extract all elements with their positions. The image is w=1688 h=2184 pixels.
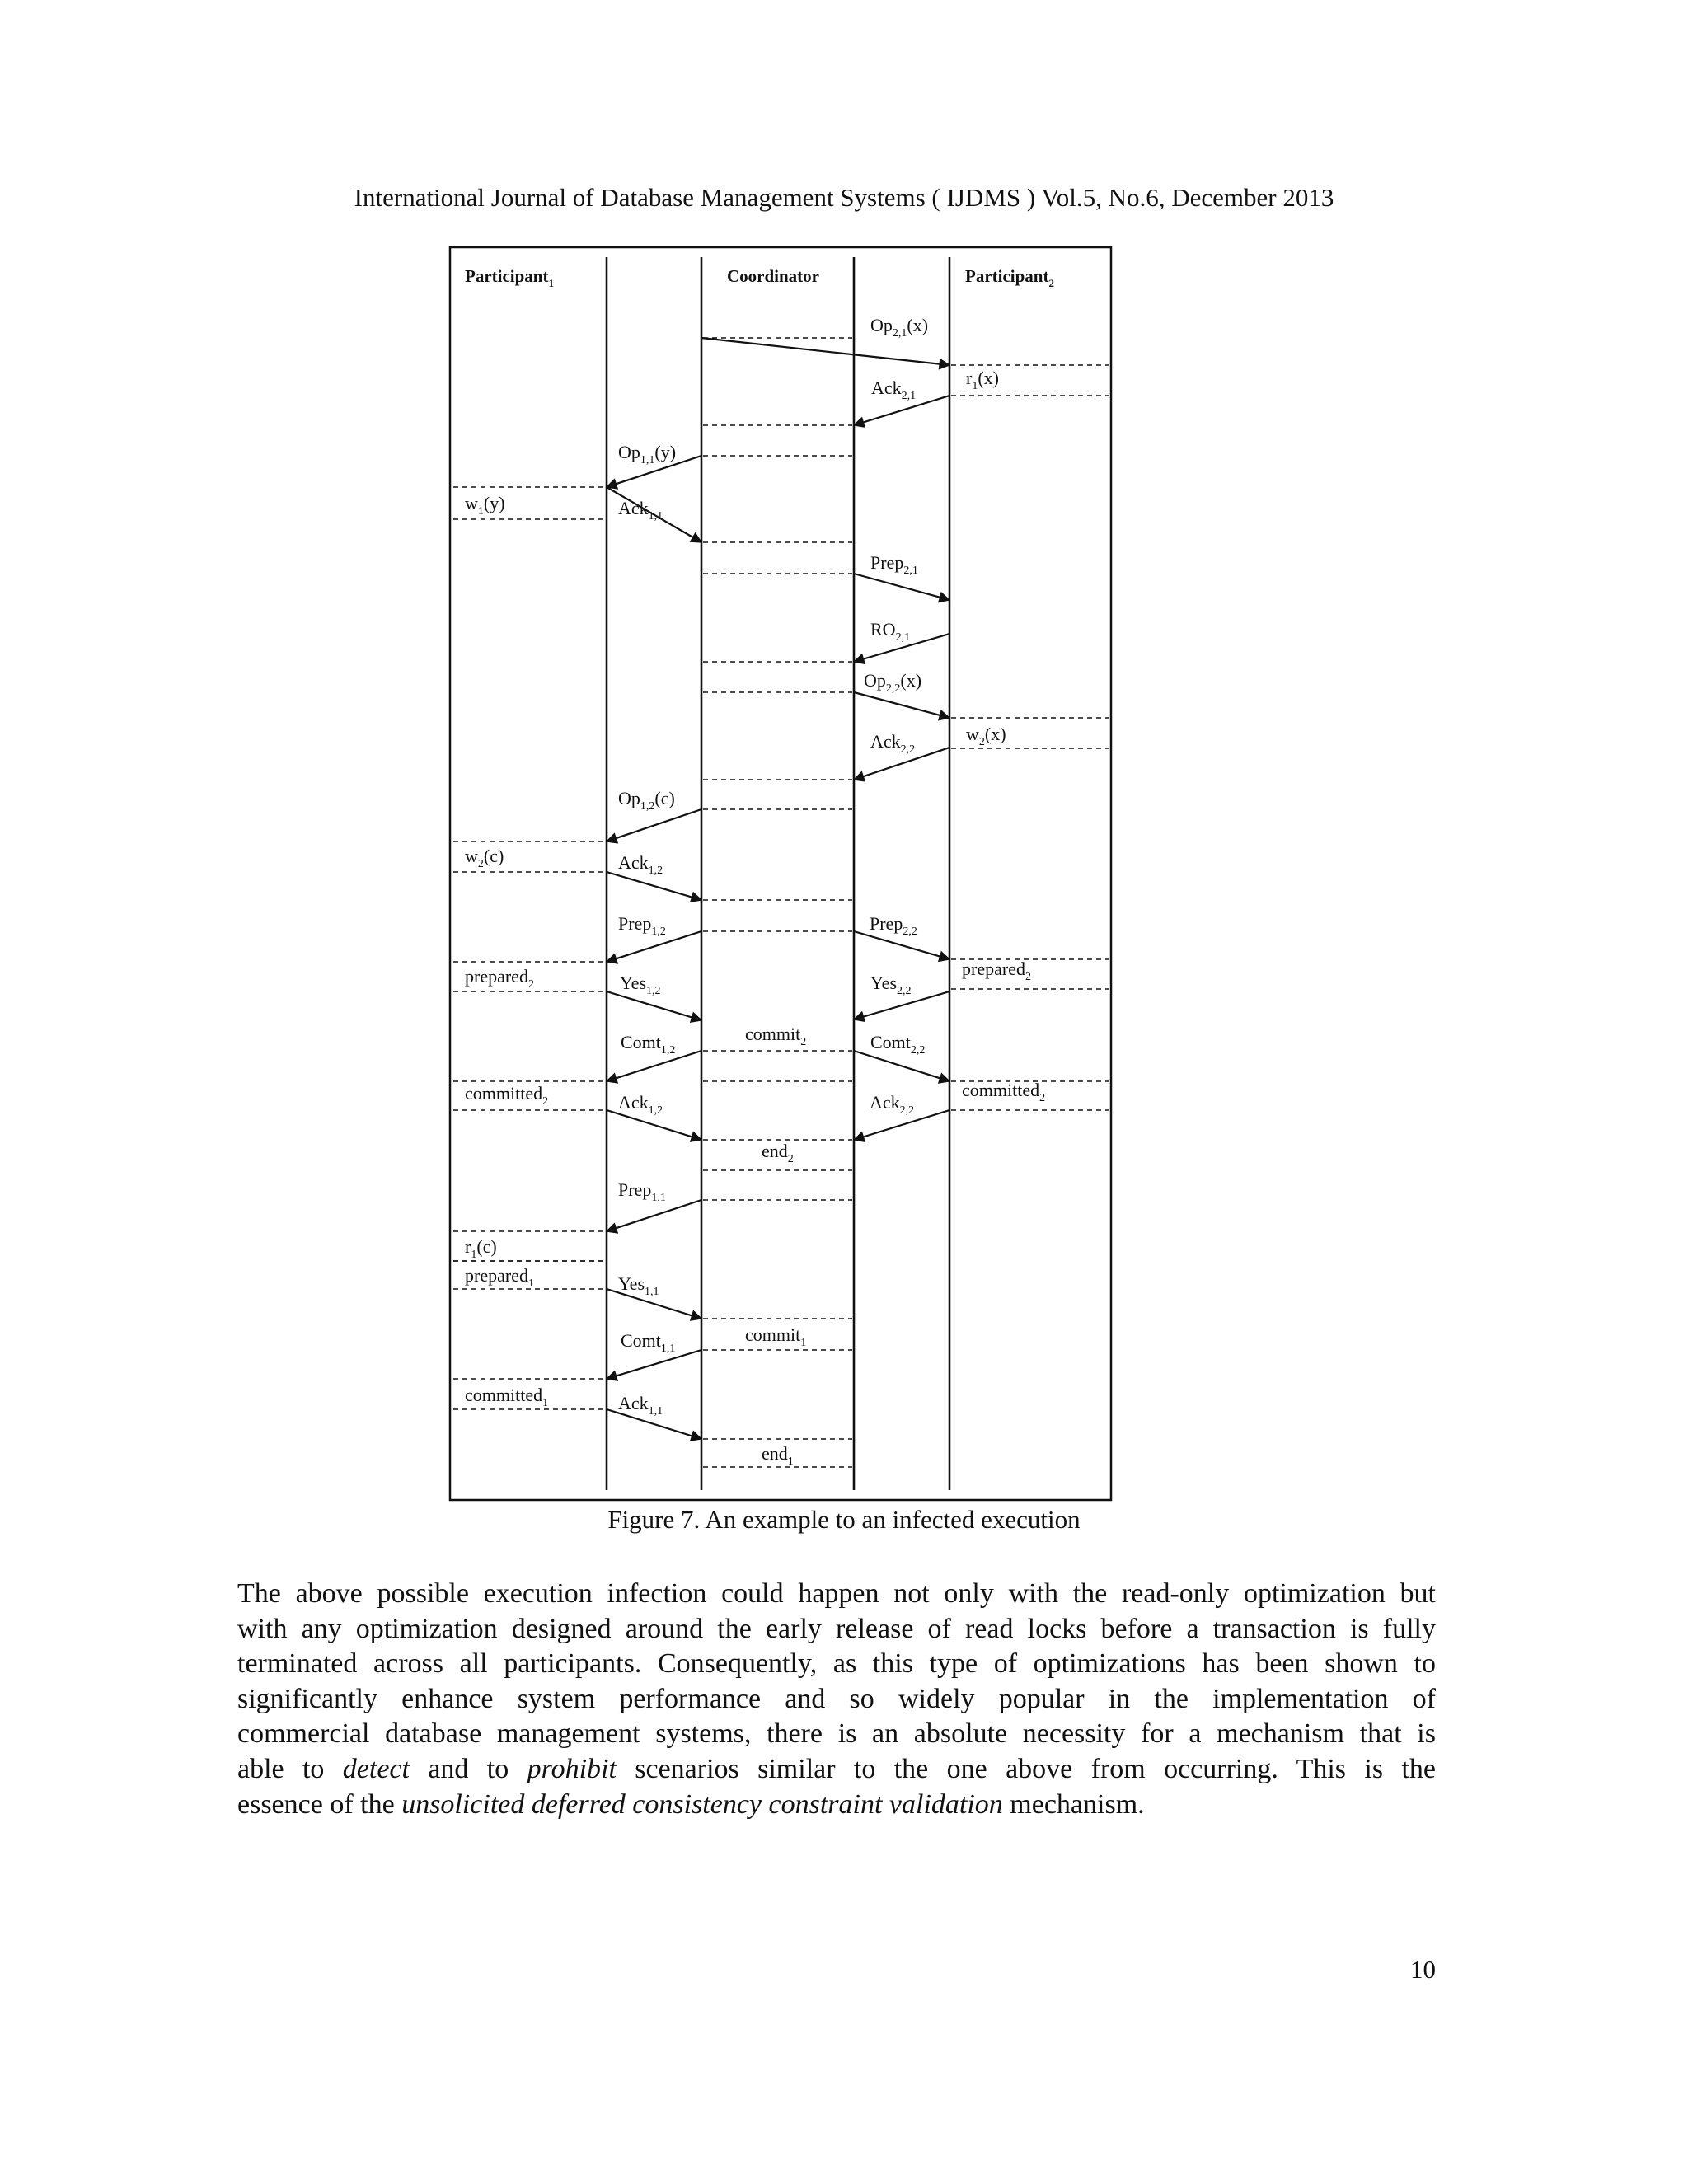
log-record-label: prepared$_1$ <box>465 1265 534 1290</box>
log-record <box>703 1439 852 1468</box>
emphasized-text: unsolicited deferred consistency constraint validation <box>401 1788 1003 1820</box>
log-record-label: end$_2$ <box>762 1141 794 1165</box>
message <box>607 1032 701 1081</box>
log-record-label: commit$_1$ <box>745 1324 807 1349</box>
message <box>607 442 701 487</box>
log-record <box>453 841 604 872</box>
message-label: $Op_{1,1}(y)$ <box>618 442 677 466</box>
paragraph-line <box>237 1788 1436 1823</box>
paragraph-line <box>237 1752 1436 1788</box>
message-label: Comt$_{1,2}$ <box>621 1032 676 1057</box>
log-record <box>703 1319 852 1350</box>
log-record <box>453 1379 604 1409</box>
message <box>607 1092 701 1140</box>
message-label: Ack$_{2,2}$ <box>870 1092 915 1117</box>
log-record-label: $r_1(c)$ <box>465 1236 497 1261</box>
paragraph-text: scenarios similar to the one above from occurring. This is the <box>616 1753 1436 1784</box>
message <box>607 972 701 1020</box>
paragraph-text: significantly enhance system performance and so widely popular in the implementation of <box>237 1683 1436 1714</box>
log-record-label: prepared$_2$ <box>465 966 534 991</box>
message <box>607 852 701 900</box>
paragraph-text: and to <box>409 1753 528 1784</box>
message-label: Comt$_{2,2}$ <box>870 1032 926 1057</box>
message <box>607 487 701 542</box>
running-header: International Journal of Database Management Systems ( IJDMS ) Vol.5, No.6, December 2013 <box>354 183 1334 212</box>
figure-caption: Figure 7. An example to an infected execution <box>607 1505 1081 1534</box>
log-record <box>951 718 1109 748</box>
message <box>701 315 950 365</box>
message <box>854 731 950 780</box>
lane-title-coordinator: Coordinator <box>727 266 819 286</box>
message <box>854 670 950 718</box>
page-number: 10 <box>1410 1955 1436 1984</box>
log-record <box>453 487 604 519</box>
message-label: Ack$_{2,1}$ <box>871 377 917 402</box>
log-record <box>453 1231 604 1261</box>
message-label: Comt$_{1,1}$ <box>621 1330 676 1355</box>
log-record-label: committed$_1$ <box>465 1385 549 1409</box>
message <box>854 913 950 959</box>
log-record <box>951 958 1109 989</box>
paragraph-text: able to <box>237 1753 343 1784</box>
log-record-label: end$_1$ <box>762 1443 794 1468</box>
paragraph-line <box>237 1682 1436 1718</box>
message <box>607 1393 701 1439</box>
message <box>854 377 950 425</box>
log-record <box>453 1081 604 1110</box>
paragraph-line <box>237 1717 1436 1752</box>
log-record <box>951 365 1109 396</box>
log-record <box>703 1140 852 1170</box>
paragraph-text: terminated across all participants. Consequently, as this type of optimizations has been shown to <box>237 1648 1436 1680</box>
body-paragraph <box>237 1577 1436 1822</box>
message-arrow <box>854 1051 950 1081</box>
message <box>854 1032 950 1081</box>
message-arrow <box>607 1350 701 1379</box>
log-record-label: $w_2(x)$ <box>966 724 1006 748</box>
message <box>607 788 701 841</box>
message-label: Ack$_{2,2}$ <box>870 731 916 756</box>
log-record <box>951 1080 1109 1110</box>
message-arrow <box>854 574 950 600</box>
log-record <box>703 1024 852 1081</box>
paragraph-line <box>237 1647 1436 1682</box>
message <box>607 1179 701 1231</box>
lane-title-participant1: Participant$_1$ <box>465 266 554 289</box>
message-label: Prep$_{2,2}$ <box>870 913 917 938</box>
message-arrow <box>854 931 950 959</box>
log-record <box>453 1261 604 1290</box>
log-record-label: committed$_2$ <box>962 1080 1046 1104</box>
paragraph-text: commercial database management systems, there is an absolute necessity for a mechanism that is <box>237 1718 1436 1750</box>
log-record-label: $w_2(c)$ <box>465 846 504 870</box>
message-label: $Op_{1,2}(c)$ <box>618 788 675 813</box>
message-arrow <box>607 1200 701 1231</box>
message <box>854 1092 950 1140</box>
message-arrow <box>854 692 950 718</box>
log-record-label: $r_1(x)$ <box>966 368 999 392</box>
paragraph-line <box>237 1612 1436 1647</box>
log-record-label: committed$_2$ <box>465 1083 549 1108</box>
lane-title-participant2: Participant$_2$ <box>965 266 1054 289</box>
log-record <box>453 962 604 991</box>
log-record-label: $w_1(y)$ <box>465 493 505 518</box>
message <box>607 1330 701 1379</box>
message-label: Ack$_{1,1}$ <box>618 1393 663 1418</box>
message-label: Prep$_{2,1}$ <box>870 552 918 577</box>
message <box>607 1273 701 1319</box>
message-label: Prep$_{1,1}$ <box>618 1179 666 1204</box>
paragraph-text: essence of the <box>237 1788 402 1820</box>
message-label: $RO_{2,1}$ <box>870 619 911 644</box>
paragraph-text: mechanism. <box>1002 1788 1145 1820</box>
message <box>854 972 950 1019</box>
message-arrow <box>607 1051 701 1081</box>
message <box>854 552 950 600</box>
message-label: Yes$_{1,1}$ <box>618 1273 659 1298</box>
message-label: Yes$_{1,2}$ <box>620 972 661 997</box>
message-arrow <box>701 338 950 365</box>
emphasized-text: prohibit <box>527 1753 617 1784</box>
message-label: Yes$_{2,2}$ <box>870 972 912 997</box>
paragraph-text: The above possible execution infection could happen not only with the read-only optimization but <box>237 1578 1436 1609</box>
message-label: $Op_{2,1}(x)$ <box>870 315 929 340</box>
log-record-label: prepared$_2$ <box>962 958 1031 983</box>
message-label: Ack$_{1,2}$ <box>618 1092 663 1117</box>
message-label: Ack$_{1,1}$ <box>618 498 663 523</box>
log-record-label: commit$_2$ <box>745 1024 807 1048</box>
figure-frame <box>450 247 1111 1500</box>
emphasized-text: detect <box>342 1753 410 1784</box>
message-arrow <box>607 809 701 841</box>
paragraph-text: with any optimization designed around the early release of read locks before a transaction is fully <box>237 1613 1436 1644</box>
message-label: Prep$_{1,2}$ <box>618 913 666 938</box>
message-label: Ack$_{1,2}$ <box>618 852 663 877</box>
message <box>854 619 950 662</box>
paragraph-line <box>237 1577 1436 1612</box>
message <box>607 913 701 962</box>
message-label: $Op_{2,2}(x)$ <box>864 670 922 695</box>
